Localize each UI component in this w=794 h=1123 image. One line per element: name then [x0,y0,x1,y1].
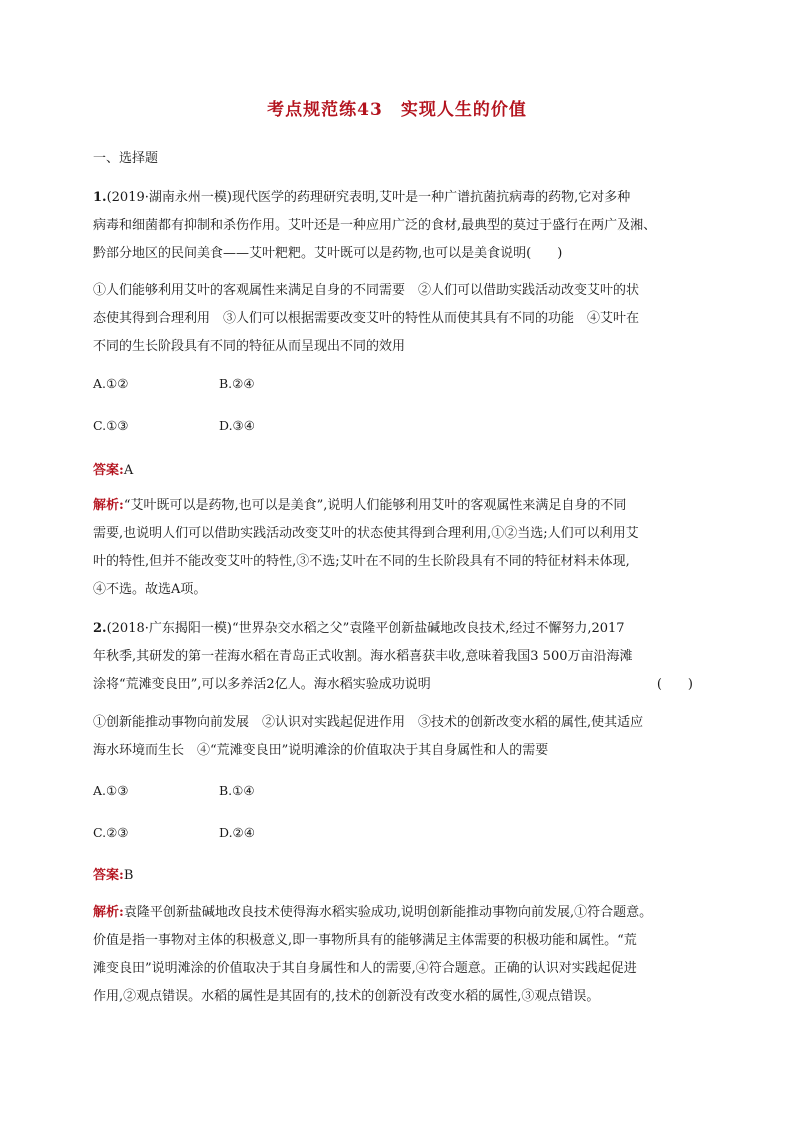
analysis-line [93,492,713,520]
stem-text: (2018·广东揭阳一模)“世界杂交水稻之父”袁隆平创新盐碱地改良技术,经过不懈努力,2017 [106,621,625,636]
question-2-stem [93,615,713,699]
item-line: 态使其得到合理利用 ③人们可以根据需要改变艾叶的特性从而使其具有不同的功能 ④艾叶在 [93,311,640,326]
question-1-answer [93,459,133,478]
stem-line [93,671,713,699]
analysis-line: 需要,也说明人们可以借助实践活动改变艾叶的状态使其得到合理利用,①②当选;人们可以利用艾 [93,526,639,541]
question-2-options-row-1 [93,783,255,803]
stem-line: 病毒和细菌都有抑制和杀伤作用。艾叶还是一种应用广泛的食材,最典型的莫过于盛行在两广及湘、 [93,218,657,233]
option-a[interactable]: A.①② [93,376,129,391]
question-1-items [93,277,713,361]
analysis-line [93,899,713,927]
stem-text: 涂将“荒滩变良田”,可以多养活2亿人。海水稻实验成功说明 [93,677,431,692]
answer-value: A [123,463,134,478]
option-a[interactable]: A.①③ [93,783,129,798]
question-1-analysis [93,492,713,604]
page-title: 考点规范练43 实现人生的价值 [267,100,527,120]
stem-line: 年秋季,其研发的第一茬海水稻在青岛正式收割。海水稻喜获丰收,意味着我国3 500万亩沿海滩 [93,649,633,664]
analysis-line: ④不选。故选A项。 [93,582,207,597]
item-line: 海水环境而生长 ④“荒滩变良田”说明滩涂的价值取决于其自身属性和人的需要 [93,743,549,758]
option-b[interactable]: B.①④ [219,783,255,798]
option-c[interactable]: C.②③ [93,825,129,840]
section-heading: 一、选择题 [93,151,159,166]
question-1-stem [93,184,713,268]
question-number: 1. [93,190,107,205]
question-2-analysis [93,899,713,1011]
item-line: ①创新能推动事物向前发展 ②认识对实践起促进作用 ③技术的创新改变水稻的属性,使其适应 [93,715,644,730]
analysis-text: 袁隆平创新盐碱地改良技术使得海水稻实验成功,说明创新能推动事物向前发展,①符合题意。 [123,905,653,920]
item-line: ①人们能够利用艾叶的客观属性来满足自身的不同需要 ②人们可以借助实践活动改变艾叶的状 [93,283,640,298]
stem-line [93,615,713,643]
question-2-answer [93,864,133,883]
question-1-options-row-2 [93,418,255,438]
answer-label: 答案: [93,868,124,883]
answer-label: 答案: [93,463,124,478]
stem-text: (2019·湖南永州一模)现代医学的药理研究表明,艾叶是一种广谱抗菌抗病毒的药物,它对多种 [106,190,631,205]
analysis-line: 叶的特性,但并不能改变艾叶的特性,③不选;艾叶在不同的生长阶段具有不同的特征材料未体现, [93,554,630,569]
question-2-options-row-2 [93,825,255,845]
question-number: 2. [93,621,107,636]
analysis-label: 解析: [93,905,124,920]
option-c[interactable]: C.①③ [93,418,129,433]
option-b[interactable]: B.②④ [219,376,255,391]
analysis-text: “艾叶既可以是药物,也可以是美食”,说明人们能够利用艾叶的客观属性来满足自身的不同 [123,498,627,513]
question-2-items [93,709,713,765]
item-line: 不同的生长阶段具有不同的特征从而呈现出不同的效用 [93,339,406,354]
analysis-line: 价值是指一事物对主体的积极意义,即一事物所具有的能够满足主体需要的积极功能和属性。“荒 [93,933,637,948]
analysis-label: 解析: [93,498,124,513]
answer-paren: ( ) [656,677,693,692]
stem-line: 黔部分地区的民间美食——艾叶粑粑。艾叶既可以是药物,也可以是美食说明( ) [93,246,563,261]
stem-line [93,184,713,212]
option-d[interactable]: D.③④ [219,418,255,433]
option-d[interactable]: D.②④ [219,825,255,840]
question-1-options-row-1 [93,376,255,396]
analysis-line: 作用,②观点错误。水稻的属性是其固有的,技术的创新没有改变水稻的属性,③观点错误。 [93,989,600,1004]
analysis-line: 滩变良田”说明滩涂的价值取决于其自身属性和人的需要,④符合题意。正确的认识对实践起促进 [93,961,637,976]
answer-value: B [123,868,134,883]
